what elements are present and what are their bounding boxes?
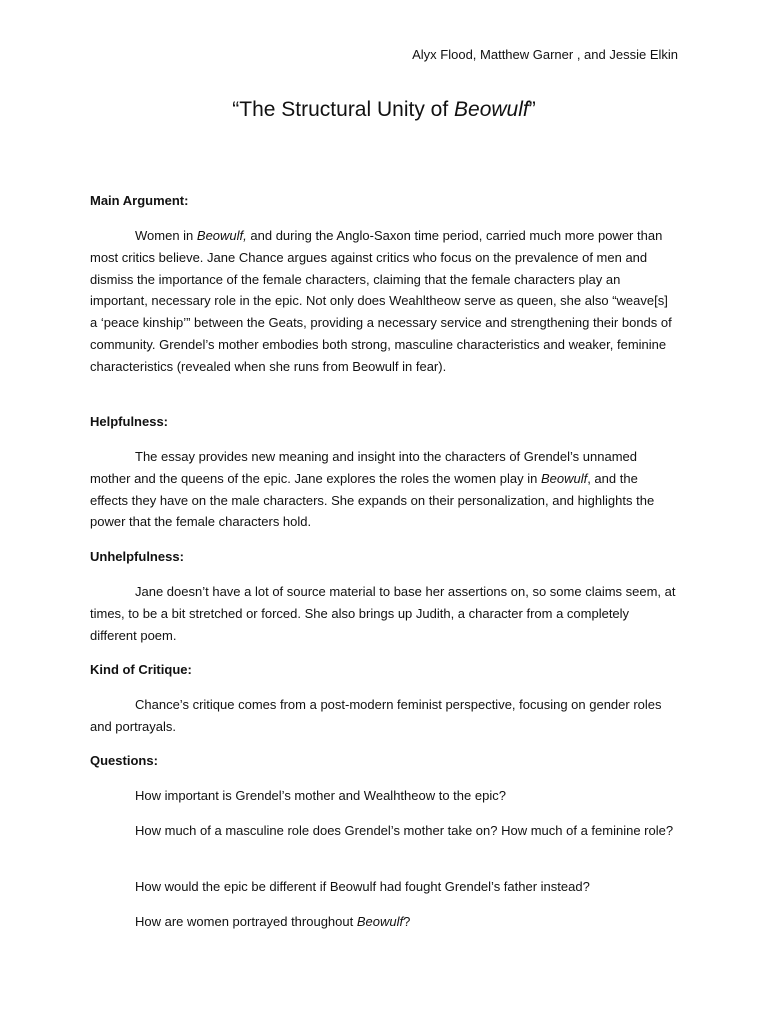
paragraph-unhelpfulness: Jane doesn’t have a lot of source material to base her assertions on, so some claims seem, at times, to be a bit stretched or forced. She also brings up Judith, a character from a completely different poem. [90, 584, 676, 643]
main-argument-text-rest: and during the Anglo-Saxon time period, carried much more power than most critics believe. Jane Chance argues against critics who focus on the prevalence of men and dismiss the importance of the female characters, claiming that the female characters play an important, necessary role in the epic. Not only does Weahltheow serve as queen, she also “weave[s] a ‘peace kinship’” between the Geats, providing a necessary service and strengthening their bonds of community. Grendel’s mother embodies both strong, masculine characteristics and weaker, feminine characteristics (revealed when she runs from Beowulf in fear). [90, 228, 672, 374]
main-argument-text-start: Women in [135, 228, 197, 243]
helpfulness-text-start: The essay provides new meaning and insight into the characters of Grendel’s unnamed mother and the queens of the epic. Jane explores the roles the women play in [90, 449, 637, 486]
question-1: How important is Grendel’s mother and Wealhtheow to the epic? [135, 788, 506, 803]
question-4-italic: Beowulf [356, 914, 404, 929]
document-page [90, 0, 678, 1024]
document-title [90, 96, 678, 124]
question-3: How would the epic be different if Beowulf had fought Grendel’s father instead? [135, 879, 590, 894]
paragraph-kind-of-critique: Chance’s critique comes from a post-modern feminist perspective, focusing on gender roles and portrayals. [90, 697, 662, 734]
question-4-end: ? [403, 914, 411, 929]
helpfulness-italic: Beowulf [540, 470, 588, 486]
helpfulness-text-rest: , and the effects they have on the male characters. She expands on their personalization, and highlights the power that the female characters hold. [90, 470, 655, 530]
title-text: The Structural Unity of [239, 98, 455, 121]
paragraph-helpfulness [90, 446, 678, 533]
heading-main-argument: Main Argument: [90, 193, 189, 208]
title-open-quote: “ [232, 98, 240, 121]
paragraph-main-argument [90, 225, 678, 378]
heading-helpfulness: Helpfulness: [90, 414, 169, 429]
title-italic: Beowulf [454, 98, 529, 121]
title-close-quote: ” [528, 98, 536, 121]
main-argument-italic: Beowulf, [196, 228, 247, 243]
heading-questions: Questions: [90, 753, 158, 768]
author-names: Alyx Flood, Matthew Garner , and Jessie Elkin [412, 47, 678, 62]
heading-kind-of-critique: Kind of Critique: [90, 662, 192, 677]
question-2: How much of a masculine role does Grendel’s mother take on? How much of a feminine role? [135, 823, 674, 838]
heading-unhelpfulness: Unhelpfulness: [90, 549, 184, 564]
question-4-text: How are women portrayed throughout [135, 914, 357, 929]
question-4 [90, 911, 678, 933]
